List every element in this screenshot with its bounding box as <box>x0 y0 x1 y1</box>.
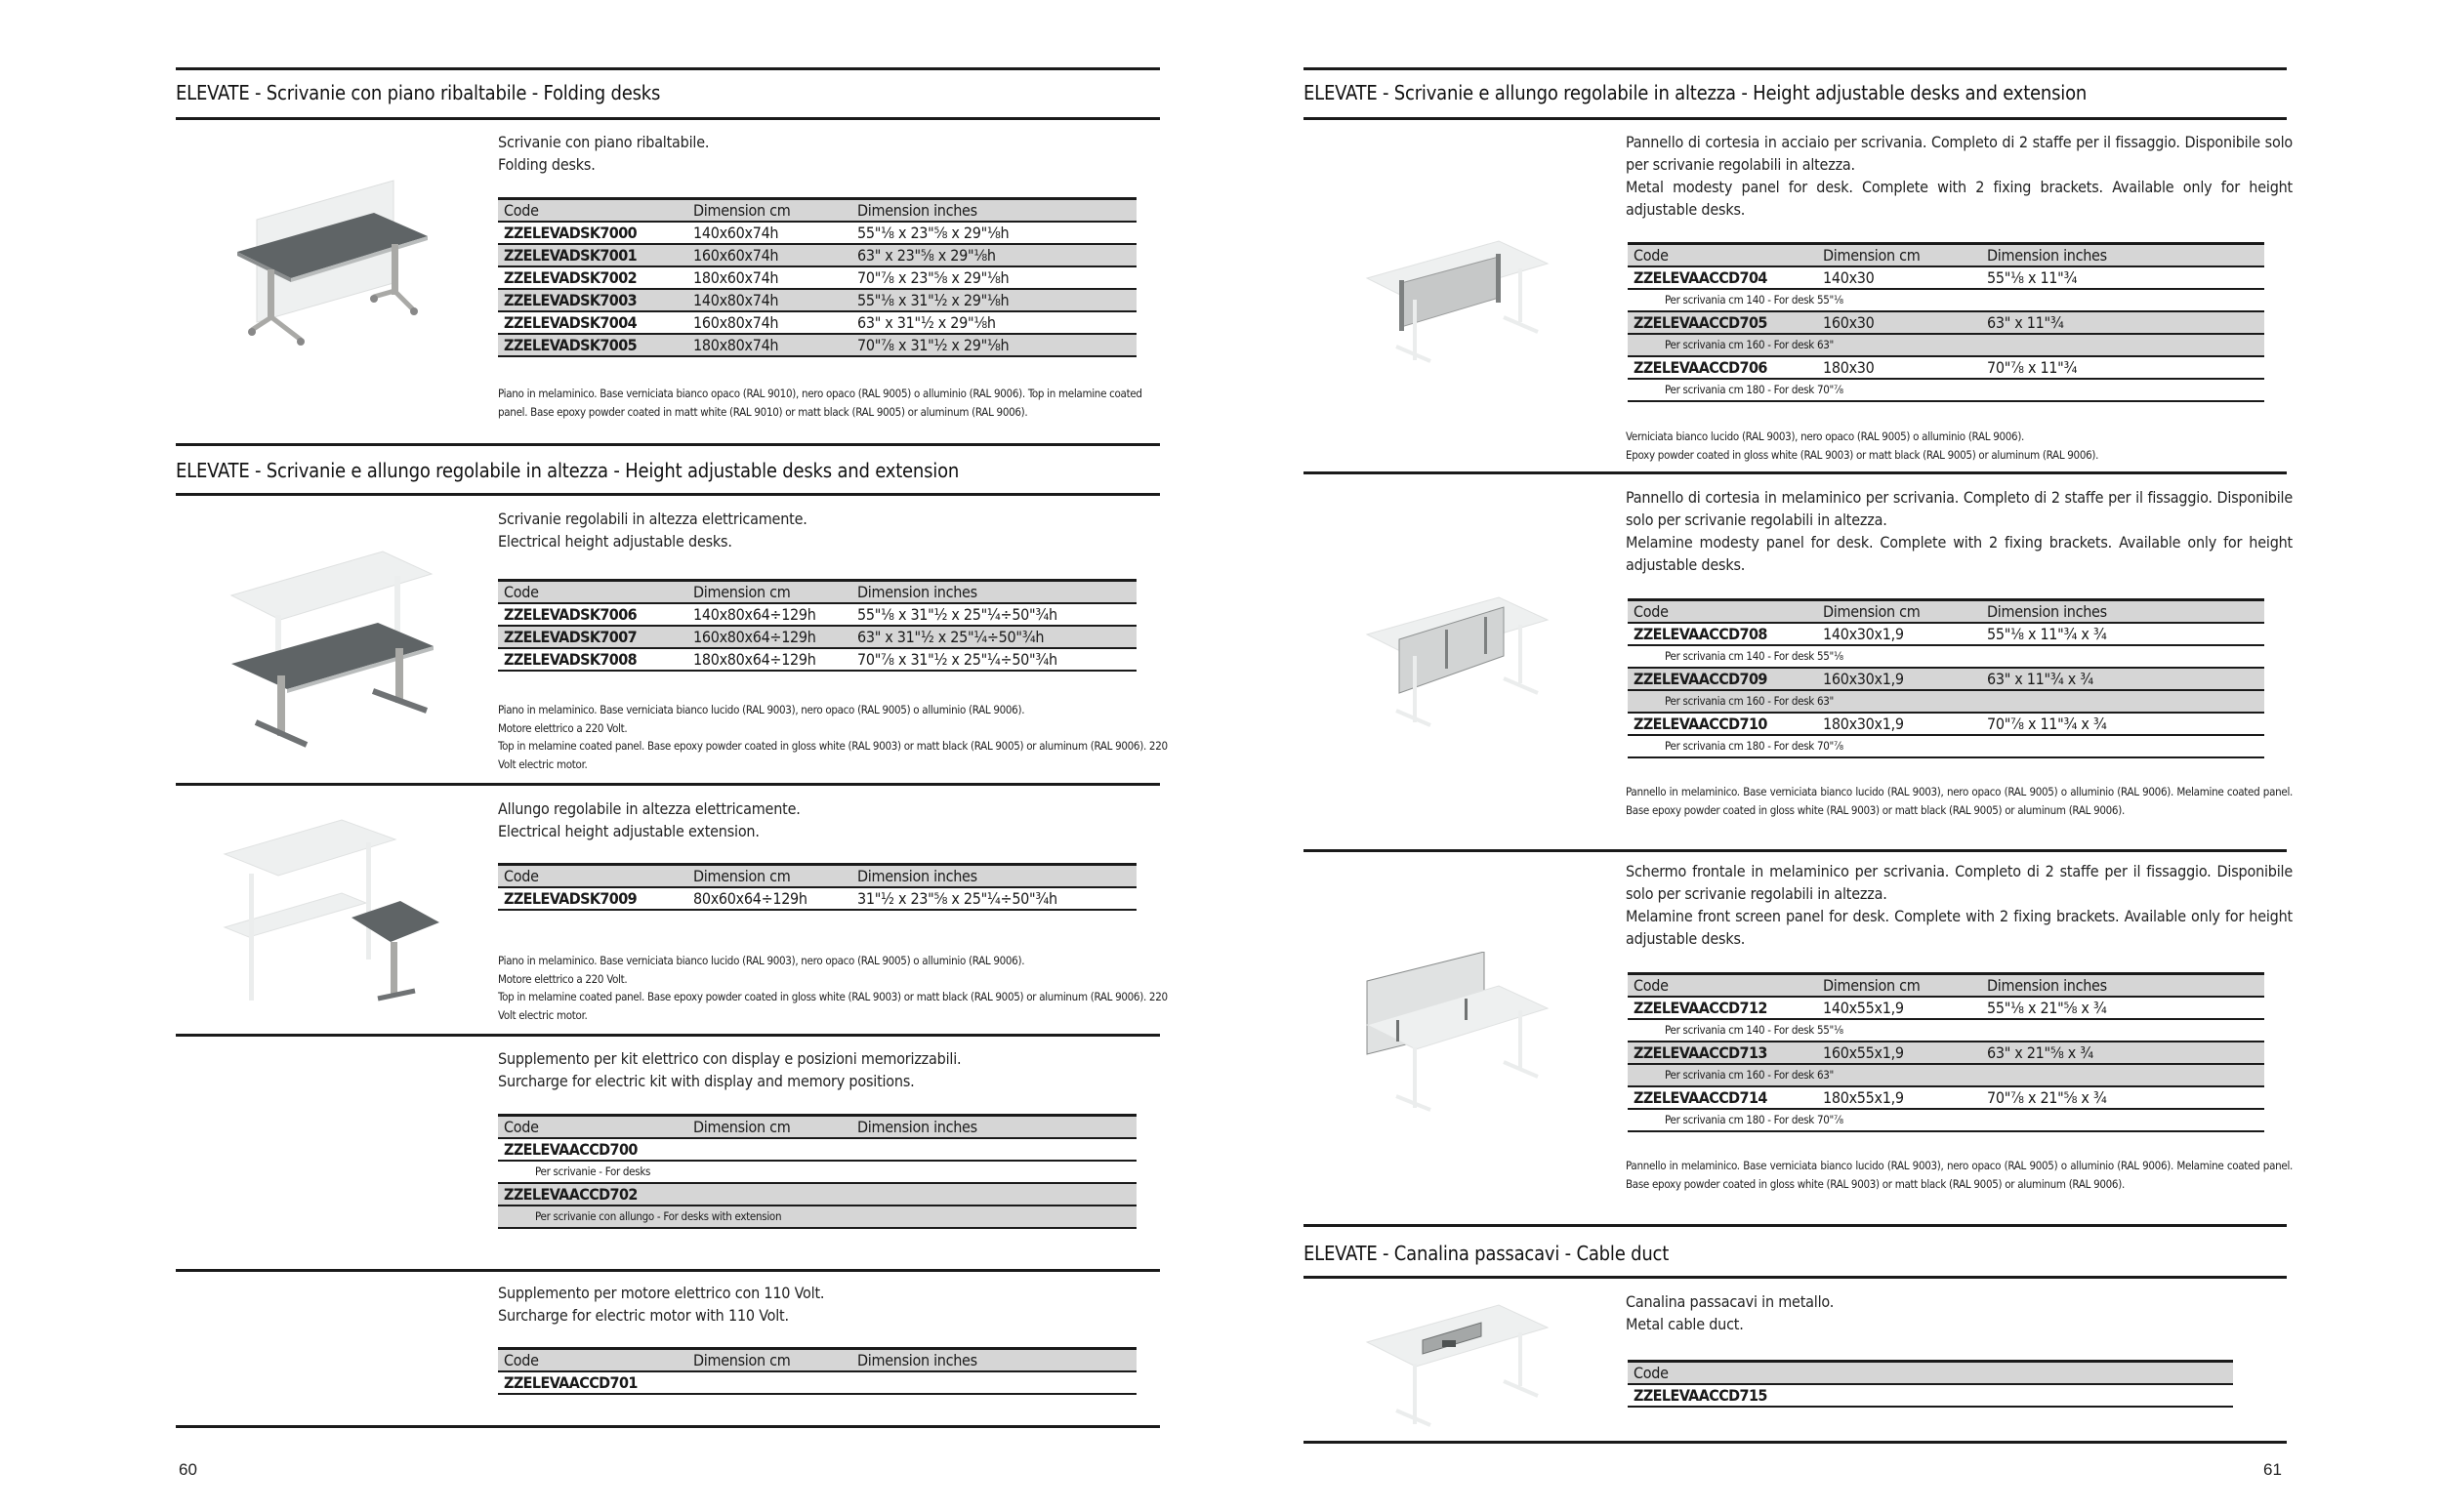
header-dimension-inches: Dimension inches <box>857 1351 977 1369</box>
dimension-inches: 70"⅞ x 21"⅝ x ¾ <box>1987 1088 2107 1107</box>
table-row <box>498 311 1137 334</box>
product-table <box>1628 972 2264 1132</box>
product-usage: Per scrivania cm 180 - For desk 70"⅞ <box>1665 383 1843 396</box>
product-table <box>498 1347 1137 1395</box>
product-table <box>498 863 1137 911</box>
dimension-cm: 180x80x74h <box>693 336 779 354</box>
header-dimension-cm: Dimension cm <box>693 1351 791 1369</box>
dimension-cm: 180x30x1,9 <box>1823 715 1904 733</box>
description-it: Scrivanie con piano ribaltabile. <box>498 133 710 151</box>
dimension-inches: 70"⅞ x 11"¾ x ¾ <box>1987 715 2107 733</box>
header-dimension-inches: Dimension inches <box>1987 602 2107 621</box>
description-en: Surcharge for electric kit with display and memory positions. <box>498 1072 915 1090</box>
dimension-cm: 160x80x64÷129h <box>693 628 816 646</box>
dimension-inches: 55"⅛ x 11"¾ <box>1987 268 2078 287</box>
table-subrow <box>1628 735 2264 757</box>
table-subrow <box>1628 334 2264 356</box>
product-code: ZZELEVADSK7009 <box>504 889 638 908</box>
header-dimension-cm: Dimension cm <box>1823 976 1921 995</box>
dimension-inches: 70"⅞ x 11"¾ <box>1987 358 2078 377</box>
dimension-cm: 180x80x64÷129h <box>693 650 816 669</box>
item-description <box>498 131 1123 176</box>
dimension-inches: 55"⅛ x 11"¾ x ¾ <box>1987 625 2107 643</box>
table-row <box>1628 713 2264 735</box>
product-code: ZZELEVADSK7000 <box>504 224 638 242</box>
table-subrow <box>498 1206 1137 1228</box>
product-code: ZZELEVAACCD709 <box>1634 670 1767 688</box>
page-number: 61 <box>2263 1460 2282 1479</box>
item-description <box>498 1282 1123 1327</box>
table-header <box>498 581 1137 604</box>
table-row <box>498 1371 1137 1394</box>
item-description <box>1626 486 2293 576</box>
description-it: Scrivanie regolabili in altezza elettricamente. <box>498 510 807 528</box>
note-line: Piano in melaminico. Base verniciata bianco lucido (RAL 9003), nero opaco (RAL 9005) o alluminio (RAL 9006). <box>498 954 1025 967</box>
product-table <box>498 579 1137 672</box>
section-rule <box>1303 1276 2287 1279</box>
product-code: ZZELEVAACCD701 <box>504 1373 638 1392</box>
header-dimension-inches: Dimension inches <box>1987 976 2107 995</box>
section-rule <box>176 443 1160 446</box>
table-subrow <box>498 1161 1137 1183</box>
table-row <box>498 1183 1137 1206</box>
header-code: Code <box>1634 976 1669 995</box>
description-en: Folding desks. <box>498 155 596 174</box>
cable-duct-illustration <box>1362 1303 1567 1435</box>
table-row <box>498 334 1137 356</box>
product-table <box>498 1114 1137 1229</box>
note-line: Epoxy powder coated in gloss white (RAL 9003) or matt black (RAL 9005) or aluminum (RAL 9006). <box>1626 447 2099 462</box>
table-row <box>498 1138 1137 1161</box>
product-usage: Per scrivanie - For desks <box>535 1165 651 1178</box>
product-code: ZZELEVAACCD715 <box>1634 1386 1767 1405</box>
section-title: ELEVATE - Scrivanie e allungo regolabile in altezza - Height adjustable desks and extension <box>1303 81 2088 104</box>
product-code: ZZELEVAACCD706 <box>1634 358 1767 377</box>
dimension-inches: 70"⅞ x 31"½ x 29"⅛h <box>857 336 1010 354</box>
dimension-cm: 160x60x74h <box>693 246 779 265</box>
note-line: Top in melamine coated panel. Base epoxy powder coated in gloss white (RAL 9003) or matt black (RAL 9005) or aluminum (RAL 9006). 220 Volt electric motor. <box>498 990 1168 1022</box>
table-header <box>498 865 1137 888</box>
dimension-inches: 55"⅛ x 21"⅝ x ¾ <box>1987 999 2107 1017</box>
dimension-inches: 70"⅞ x 23"⅝ x 29"⅛h <box>857 268 1010 287</box>
height-adjustable-desk-illustration <box>227 547 446 752</box>
header-code: Code <box>1634 602 1669 621</box>
product-table <box>1628 598 2264 758</box>
header-dimension-inches: Dimension inches <box>857 201 977 220</box>
description-en: Melamine modesty panel for desk. Complete with 2 fixing brackets. Available only for height adjustable desks. <box>1626 533 2293 574</box>
finish-note: Pannello in melaminico. Base verniciata bianco lucido (RAL 9003), nero opaco (RAL 9005) o alluminio (RAL 9006). Melamine coated panel. Base epoxy powder coated in gloss white (RAL 9003) or matt black (RAL 9005) or aluminum (RAL 9006). <box>1626 785 2293 817</box>
table-row <box>498 244 1137 266</box>
description-it: Schermo frontale in melaminico per scrivania. Completo di 2 staffe per il fissaggio. Disponibile solo per scrivanie regolabili in altezza. <box>1626 862 2293 903</box>
item-divider <box>176 783 1160 786</box>
header-code: Code <box>1634 1364 1669 1382</box>
table-row <box>498 626 1137 648</box>
table-row <box>498 603 1137 626</box>
extension-illustration <box>220 815 454 1010</box>
dimension-cm: 140x30 <box>1823 268 1875 287</box>
section-rule <box>1303 1224 2287 1227</box>
dimension-inches: 55"⅛ x 31"½ x 29"⅛h <box>857 291 1010 309</box>
table-subrow <box>1628 1109 2264 1131</box>
header-code: Code <box>504 1351 539 1369</box>
product-code: ZZELEVAACCD714 <box>1634 1088 1767 1107</box>
dimension-inches: 55"⅛ x 31"½ x 25"¼÷50"¾h <box>857 605 1057 624</box>
dimension-cm: 180x30 <box>1823 358 1875 377</box>
product-usage: Per scrivanie con allungo - For desks with extension <box>535 1209 782 1223</box>
description-it: Supplemento per motore elettrico con 110 Volt. <box>498 1284 825 1302</box>
header-code: Code <box>504 201 539 220</box>
description-en: Metal modesty panel for desk. Complete with 2 fixing brackets. Available only for height adjustable desks. <box>1626 178 2293 219</box>
dimension-cm: 140x60x74h <box>693 224 779 242</box>
dimension-cm: 140x80x64÷129h <box>693 605 816 624</box>
description-en: Melamine front screen panel for desk. Complete with 2 fixing brackets. Available only for height adjustable desks. <box>1626 907 2293 948</box>
item-divider <box>176 1034 1160 1037</box>
table-row <box>498 289 1137 311</box>
dimension-cm: 160x80x74h <box>693 313 779 332</box>
dimension-cm: 140x80x74h <box>693 291 779 309</box>
product-code: ZZELEVAACCD710 <box>1634 715 1767 733</box>
header-dimension-cm: Dimension cm <box>693 1118 791 1136</box>
product-code: ZZELEVAACCD704 <box>1634 268 1767 287</box>
product-usage: Per scrivania cm 180 - For desk 70"⅞ <box>1665 1113 1843 1126</box>
section-title: ELEVATE - Scrivanie con piano ribaltabile - Folding desks <box>176 81 661 104</box>
product-usage: Per scrivania cm 140 - For desk 55"⅛ <box>1665 649 1843 663</box>
section-rule <box>176 67 1160 70</box>
front-screen-panel-illustration <box>1362 952 1567 1118</box>
table-row <box>1628 1042 2264 1064</box>
page-number: 60 <box>179 1460 197 1479</box>
section-title: ELEVATE - Canalina passacavi - Cable duct <box>1303 1242 1670 1265</box>
finish-note <box>498 952 1168 1024</box>
dimension-cm: 160x30x1,9 <box>1823 670 1904 688</box>
table-row <box>498 222 1137 244</box>
description-it: Supplemento per kit elettrico con display e posizioni memorizzabili. <box>498 1049 962 1068</box>
table-subrow <box>1628 289 2264 311</box>
table-subrow <box>1628 1064 2264 1086</box>
header-code: Code <box>1634 246 1669 265</box>
dimension-inches: 63" x 11"¾ <box>1987 313 2064 332</box>
product-usage: Per scrivania cm 140 - For desk 55"⅛ <box>1665 1023 1843 1037</box>
product-usage: Per scrivania cm 160 - For desk 63" <box>1665 1068 1834 1082</box>
table-subrow <box>1628 379 2264 401</box>
item-description <box>1626 131 2293 221</box>
description-it: Pannello di cortesia in melaminico per scrivania. Completo di 2 staffe per il fissaggio. Disponibile solo per scrivanie regolabili in altezza. <box>1626 488 2293 529</box>
table-header <box>1628 244 2264 267</box>
table-row <box>1628 997 2264 1019</box>
metal-modesty-panel-illustration <box>1362 239 1567 366</box>
header-dimension-cm: Dimension cm <box>1823 602 1921 621</box>
product-code: ZZELEVADSK7008 <box>504 650 638 669</box>
description-it: Allungo regolabile in altezza elettricamente. <box>498 799 801 818</box>
page-bottom-rule <box>176 1425 1160 1428</box>
description-en: Surcharge for electric motor with 110 Volt. <box>498 1306 789 1325</box>
table-row <box>1628 311 2264 334</box>
dimension-cm: 160x55x1,9 <box>1823 1043 1904 1062</box>
product-code: ZZELEVAACCD708 <box>1634 625 1767 643</box>
item-description <box>1626 1290 2251 1335</box>
section-rule <box>1303 67 2287 70</box>
table-row <box>498 887 1137 910</box>
note-line: Top in melamine coated panel. Base epoxy powder coated in gloss white (RAL 9003) or matt black (RAL 9005) or aluminum (RAL 9006). 220 Volt electric motor. <box>498 739 1168 771</box>
dimension-inches: 63" x 31"½ x 25"¼÷50"¾h <box>857 628 1045 646</box>
header-dimension-inches: Dimension inches <box>857 1118 977 1136</box>
header-dimension-inches: Dimension inches <box>857 583 977 601</box>
dimension-inches: 63" x 23"⅝ x 29"⅛h <box>857 246 996 265</box>
product-usage: Per scrivania cm 180 - For desk 70"⅞ <box>1665 739 1843 753</box>
table-header <box>498 1116 1137 1139</box>
finish-note <box>1626 428 2293 464</box>
product-usage: Per scrivania cm 160 - For desk 63" <box>1665 338 1834 351</box>
product-table <box>1628 242 2264 402</box>
product-code: ZZELEVADSK7001 <box>504 246 638 265</box>
dimension-inches: 63" x 21"⅝ x ¾ <box>1987 1043 2093 1062</box>
dimension-inches: 63" x 11"¾ x ¾ <box>1987 670 2093 688</box>
section-rule <box>1303 117 2287 120</box>
header-dimension-cm: Dimension cm <box>693 201 791 220</box>
product-code: ZZELEVADSK7004 <box>504 313 638 332</box>
finish-note: Piano in melaminico. Base verniciata bianco opaco (RAL 9010), nero opaco (RAL 9005) o alluminio (RAL 9006). Top in melamine coated panel. Base epoxy powder coated in matt white (RAL 9010) or matt black (RAL 9005) or aluminum (RAL 9006). <box>498 387 1142 419</box>
note-line: Verniciata bianco lucido (RAL 9003), nero opaco (RAL 9005) o alluminio (RAL 9006). <box>1626 429 2025 443</box>
note-line: Motore elettrico a 220 Volt. <box>498 971 628 986</box>
dimension-cm: 140x55x1,9 <box>1823 999 1904 1017</box>
description-it: Pannello di cortesia in acciaio per scrivania. Completo di 2 staffe per il fissaggio. Disponibile solo per scrivanie regolabili in altezza. <box>1626 133 2293 174</box>
table-header <box>1628 600 2264 624</box>
note-line: Motore elettrico a 220 Volt. <box>498 720 628 735</box>
table-header <box>1628 1362 2233 1385</box>
dimension-inches: 31"½ x 23"⅝ x 25"¼÷50"¾h <box>857 889 1057 908</box>
product-code: ZZELEVAACCD712 <box>1634 999 1767 1017</box>
header-dimension-cm: Dimension cm <box>1823 246 1921 265</box>
dimension-inches: 55"⅛ x 23"⅝ x 29"⅛h <box>857 224 1010 242</box>
section-rule <box>176 493 1160 496</box>
section-title: ELEVATE - Scrivanie e allungo regolabile in altezza - Height adjustable desks and extension <box>176 459 960 482</box>
description-en: Electrical height adjustable extension. <box>498 822 760 840</box>
table-row <box>498 648 1137 671</box>
item-divider <box>176 1269 1160 1272</box>
header-code: Code <box>504 867 539 885</box>
dimension-cm: 140x30x1,9 <box>1823 625 1904 643</box>
section-rule <box>176 117 1160 120</box>
item-description <box>498 1047 1123 1092</box>
folding-desk-illustration <box>232 176 447 351</box>
table-row <box>1628 356 2264 379</box>
table-row <box>1628 668 2264 690</box>
product-code: ZZELEVADSK7005 <box>504 336 638 354</box>
description-it: Canalina passacavi in metallo. <box>1626 1292 1835 1311</box>
table-row <box>498 266 1137 289</box>
table-subrow <box>1628 645 2264 668</box>
product-code: ZZELEVADSK7002 <box>504 268 638 287</box>
header-code: Code <box>504 583 539 601</box>
product-code: ZZELEVADSK7007 <box>504 628 638 646</box>
product-code: ZZELEVAACCD700 <box>504 1140 638 1159</box>
header-dimension-inches: Dimension inches <box>857 867 977 885</box>
product-code: ZZELEVADSK7006 <box>504 605 638 624</box>
product-code: ZZELEVAACCD705 <box>1634 313 1767 332</box>
table-row <box>1628 266 2264 289</box>
finish-note <box>498 701 1168 773</box>
product-usage: Per scrivania cm 140 - For desk 55"⅛ <box>1665 293 1843 306</box>
product-code: ZZELEVADSK7003 <box>504 291 638 309</box>
table-row <box>1628 623 2264 645</box>
header-code: Code <box>504 1118 539 1136</box>
header-dimension-cm: Dimension cm <box>693 867 791 885</box>
item-description <box>1626 860 2293 950</box>
finish-note: Pannello in melaminico. Base verniciata bianco lucido (RAL 9003), nero opaco (RAL 9005) o alluminio (RAL 9006). Melamine coated panel. Base epoxy powder coated in gloss white (RAL 9003) or matt black (RAL 9005) or aluminum (RAL 9006). <box>1626 1159 2293 1191</box>
dimension-cm: 160x30 <box>1823 313 1875 332</box>
table-row <box>1628 1384 2233 1407</box>
description-en: Electrical height adjustable desks. <box>498 532 732 551</box>
table-subrow <box>1628 1019 2264 1042</box>
product-code: ZZELEVAACCD702 <box>504 1185 638 1204</box>
table-header <box>498 1349 1137 1372</box>
header-dimension-cm: Dimension cm <box>693 583 791 601</box>
table-row <box>1628 1086 2264 1109</box>
table-header <box>1628 974 2264 998</box>
product-table <box>498 197 1137 357</box>
dimension-cm: 80x60x64÷129h <box>693 889 807 908</box>
header-dimension-inches: Dimension inches <box>1987 246 2107 265</box>
note-line: Piano in melaminico. Base verniciata bianco lucido (RAL 9003), nero opaco (RAL 9005) o alluminio (RAL 9006). <box>498 703 1025 716</box>
item-divider <box>1303 849 2287 852</box>
product-usage: Per scrivania cm 160 - For desk 63" <box>1665 694 1834 708</box>
page-bottom-rule <box>1303 1441 2287 1444</box>
item-description <box>498 508 1123 552</box>
table-subrow <box>1628 690 2264 713</box>
dimension-cm: 180x60x74h <box>693 268 779 287</box>
melamine-modesty-panel-illustration <box>1362 595 1567 732</box>
dimension-cm: 180x55x1,9 <box>1823 1088 1904 1107</box>
product-table <box>1628 1360 2233 1408</box>
item-description <box>498 797 1123 842</box>
item-divider <box>1303 471 2287 474</box>
description-en: Metal cable duct. <box>1626 1315 1744 1333</box>
dimension-inches: 70"⅞ x 31"½ x 25"¼÷50"¾h <box>857 650 1057 669</box>
table-header <box>498 199 1137 223</box>
product-code: ZZELEVAACCD713 <box>1634 1043 1767 1062</box>
dimension-inches: 63" x 31"½ x 29"⅛h <box>857 313 996 332</box>
